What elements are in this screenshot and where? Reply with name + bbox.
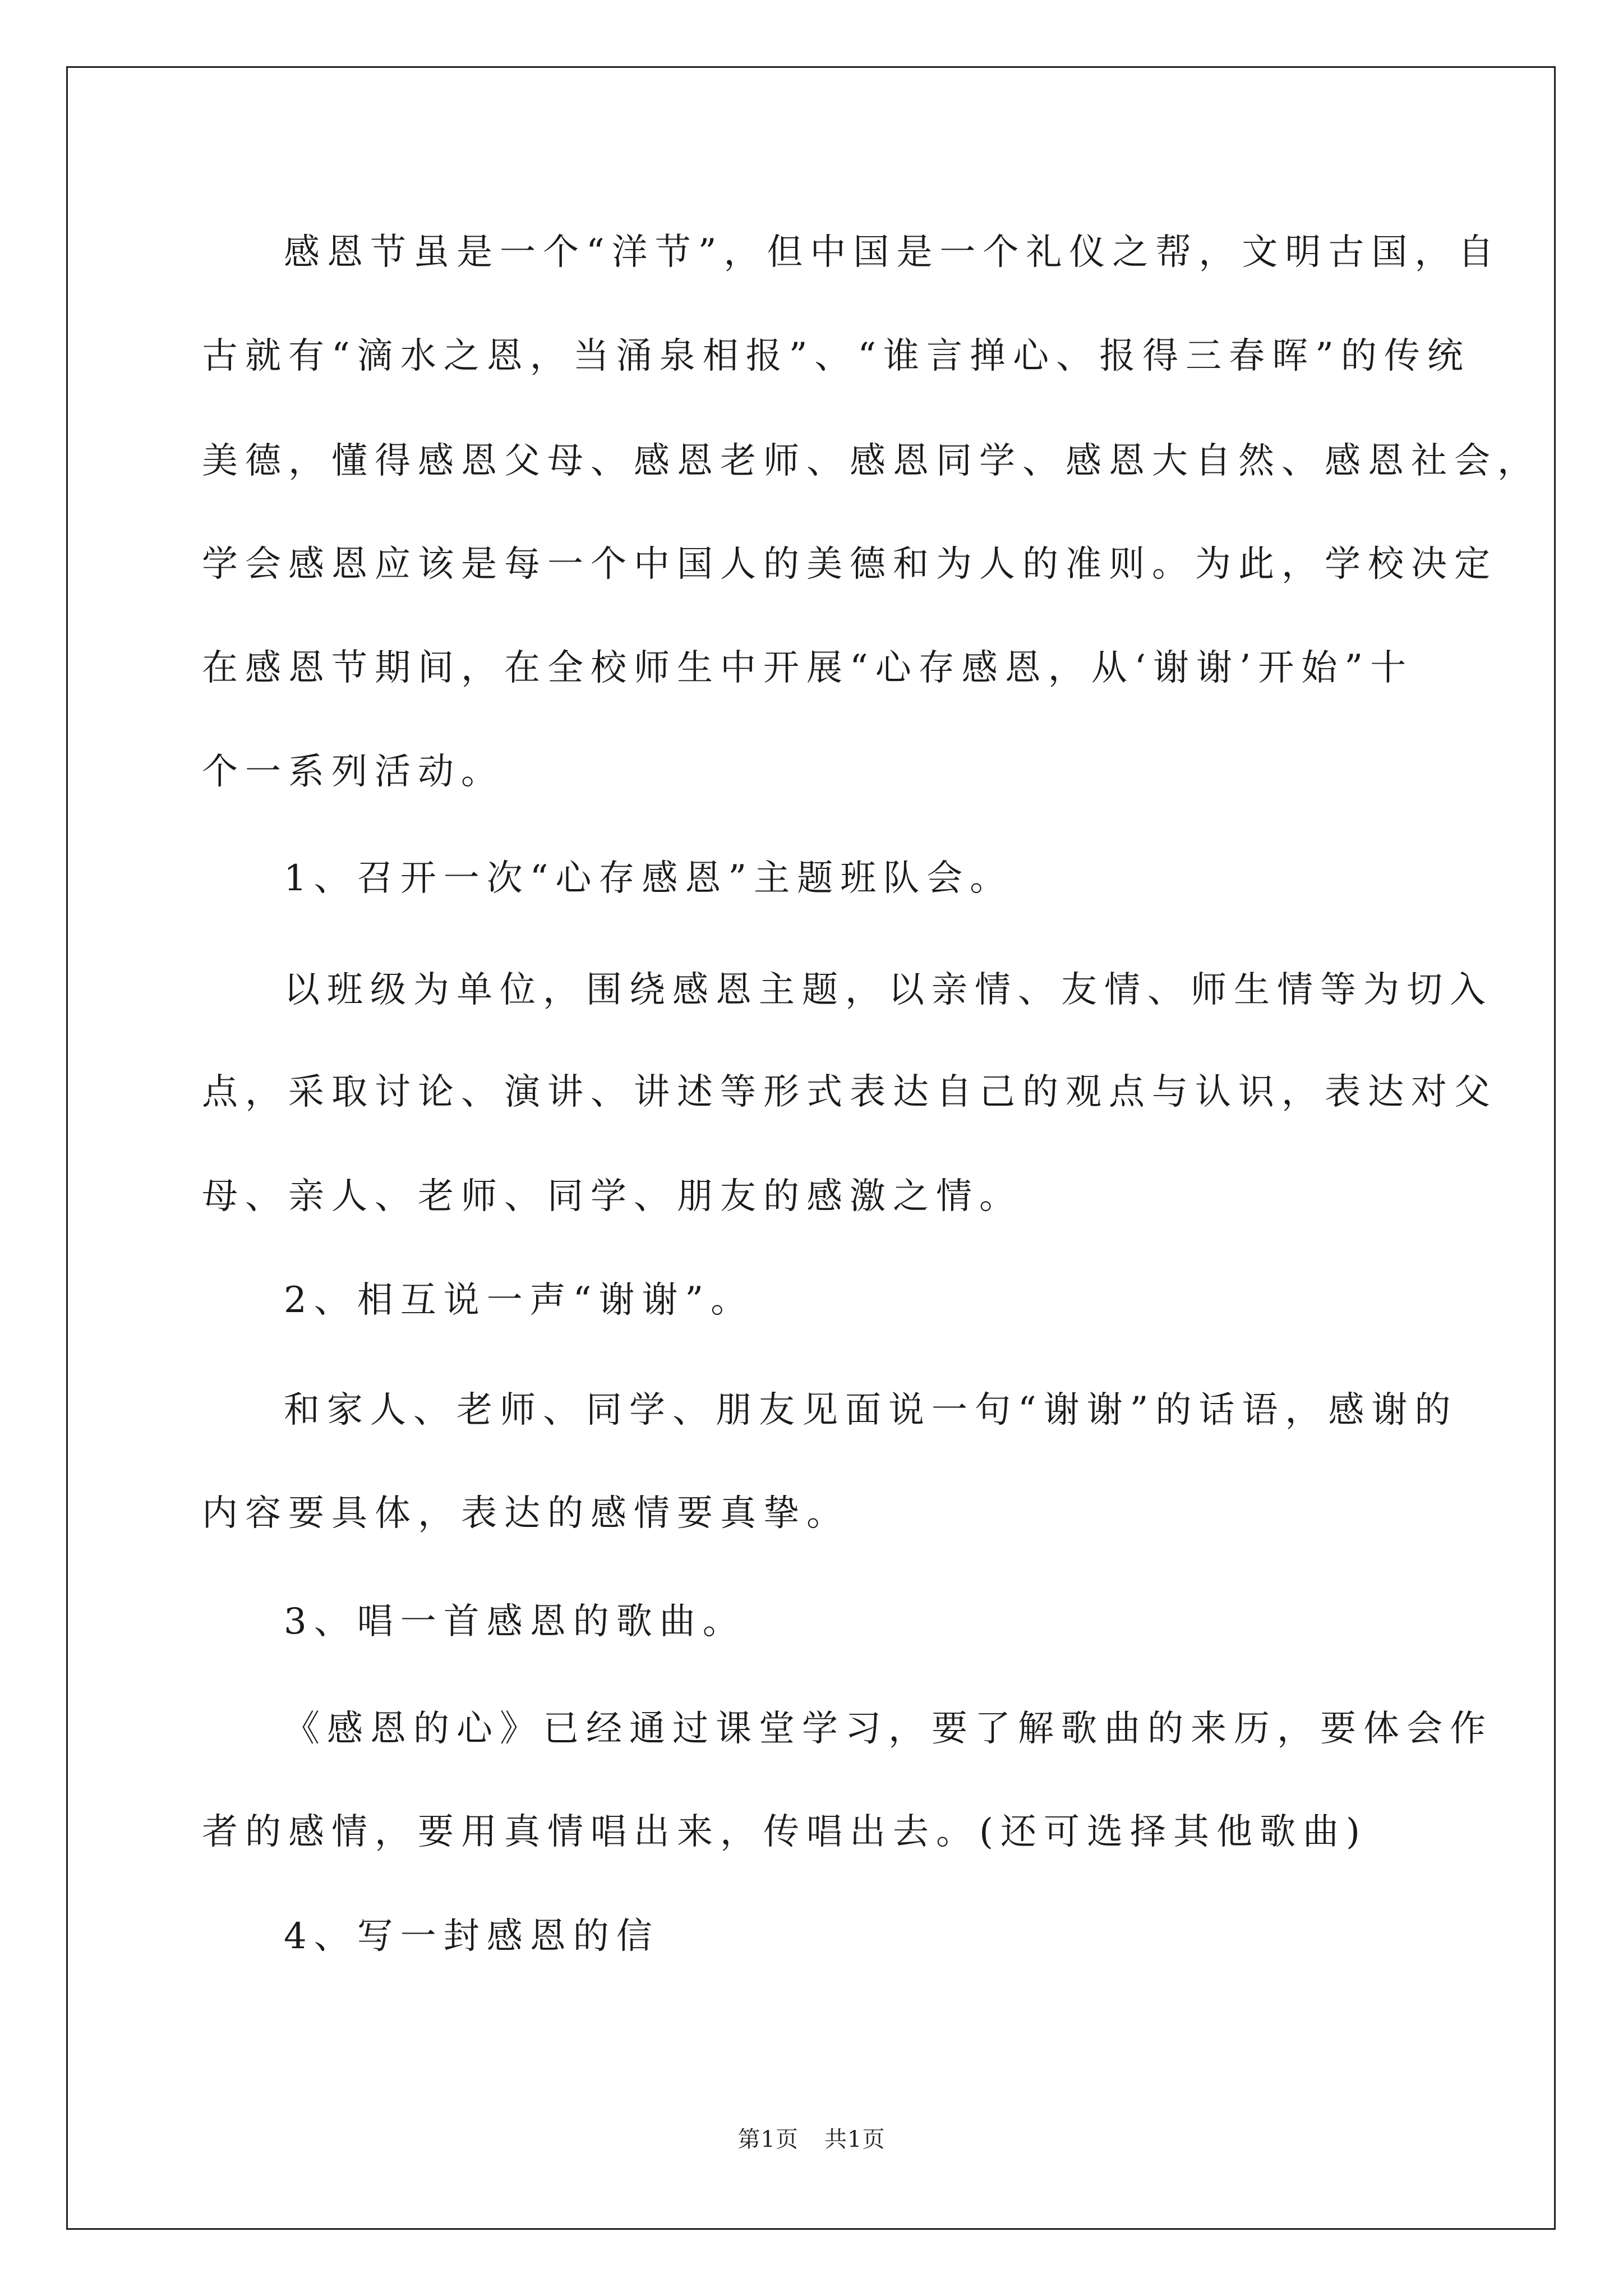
page-border [66, 66, 1556, 2230]
text-line: 点，采取讨论、演讲、讲述等形式表达自己的观点与认识，表达对父 [202, 1071, 1497, 1113]
section-heading: 2、相互说一声“谢谢”。 [284, 1280, 754, 1321]
text-line: 个一系列活动。 [202, 751, 504, 793]
text-line: 美德，懂得感恩父母、感恩老师、感恩同学、感恩大自然、感恩社会， [202, 440, 1541, 482]
text-line: 以班级为单位，围绕感恩主题，以亲情、友情、师生情等为切入 [284, 969, 1493, 1011]
text-line: 学会感恩应该是每一个中国人的美德和为人的准则。为此，学校决定 [202, 544, 1497, 585]
text-line: 内容要具体，表达的感情要真挚。 [202, 1493, 850, 1534]
section-heading: 1、召开一次“心存感恩”主题班队会。 [284, 858, 1013, 899]
text-line: 者的感情，要用真情唱出来，传唱出去。(还可选择其他歌曲) [202, 1811, 1367, 1853]
section-heading: 4、写一封感恩的信 [284, 1916, 660, 1957]
text-line: 在感恩节期间，在全校师生中开展“心存感恩，从‘谢谢’开始”十 [202, 647, 1414, 689]
page-total: 共1页 [824, 2127, 886, 2152]
text-line: 和家人、老师、同学、朋友见面说一句“谢谢”的话语，感谢的 [284, 1389, 1458, 1431]
section-heading: 3、唱一首感恩的歌曲。 [284, 1601, 746, 1642]
text-line: 《感恩的心》已经通过课堂学习，要了解歌曲的来历，要体会作 [284, 1708, 1493, 1750]
page-number: 第1页 [737, 2127, 799, 2152]
text-line: 母、亲人、老师、同学、朋友的感激之情。 [202, 1176, 1022, 1217]
text-line: 古就有“滴水之恩，当涌泉相报”、“谁言掸心、报得三春晖”的传统 [202, 335, 1470, 377]
page-footer [0, 2125, 1623, 2154]
text-line: 感恩节虽是一个“洋节”，但中国是一个礼仪之帮，文明古国，自 [284, 232, 1501, 273]
